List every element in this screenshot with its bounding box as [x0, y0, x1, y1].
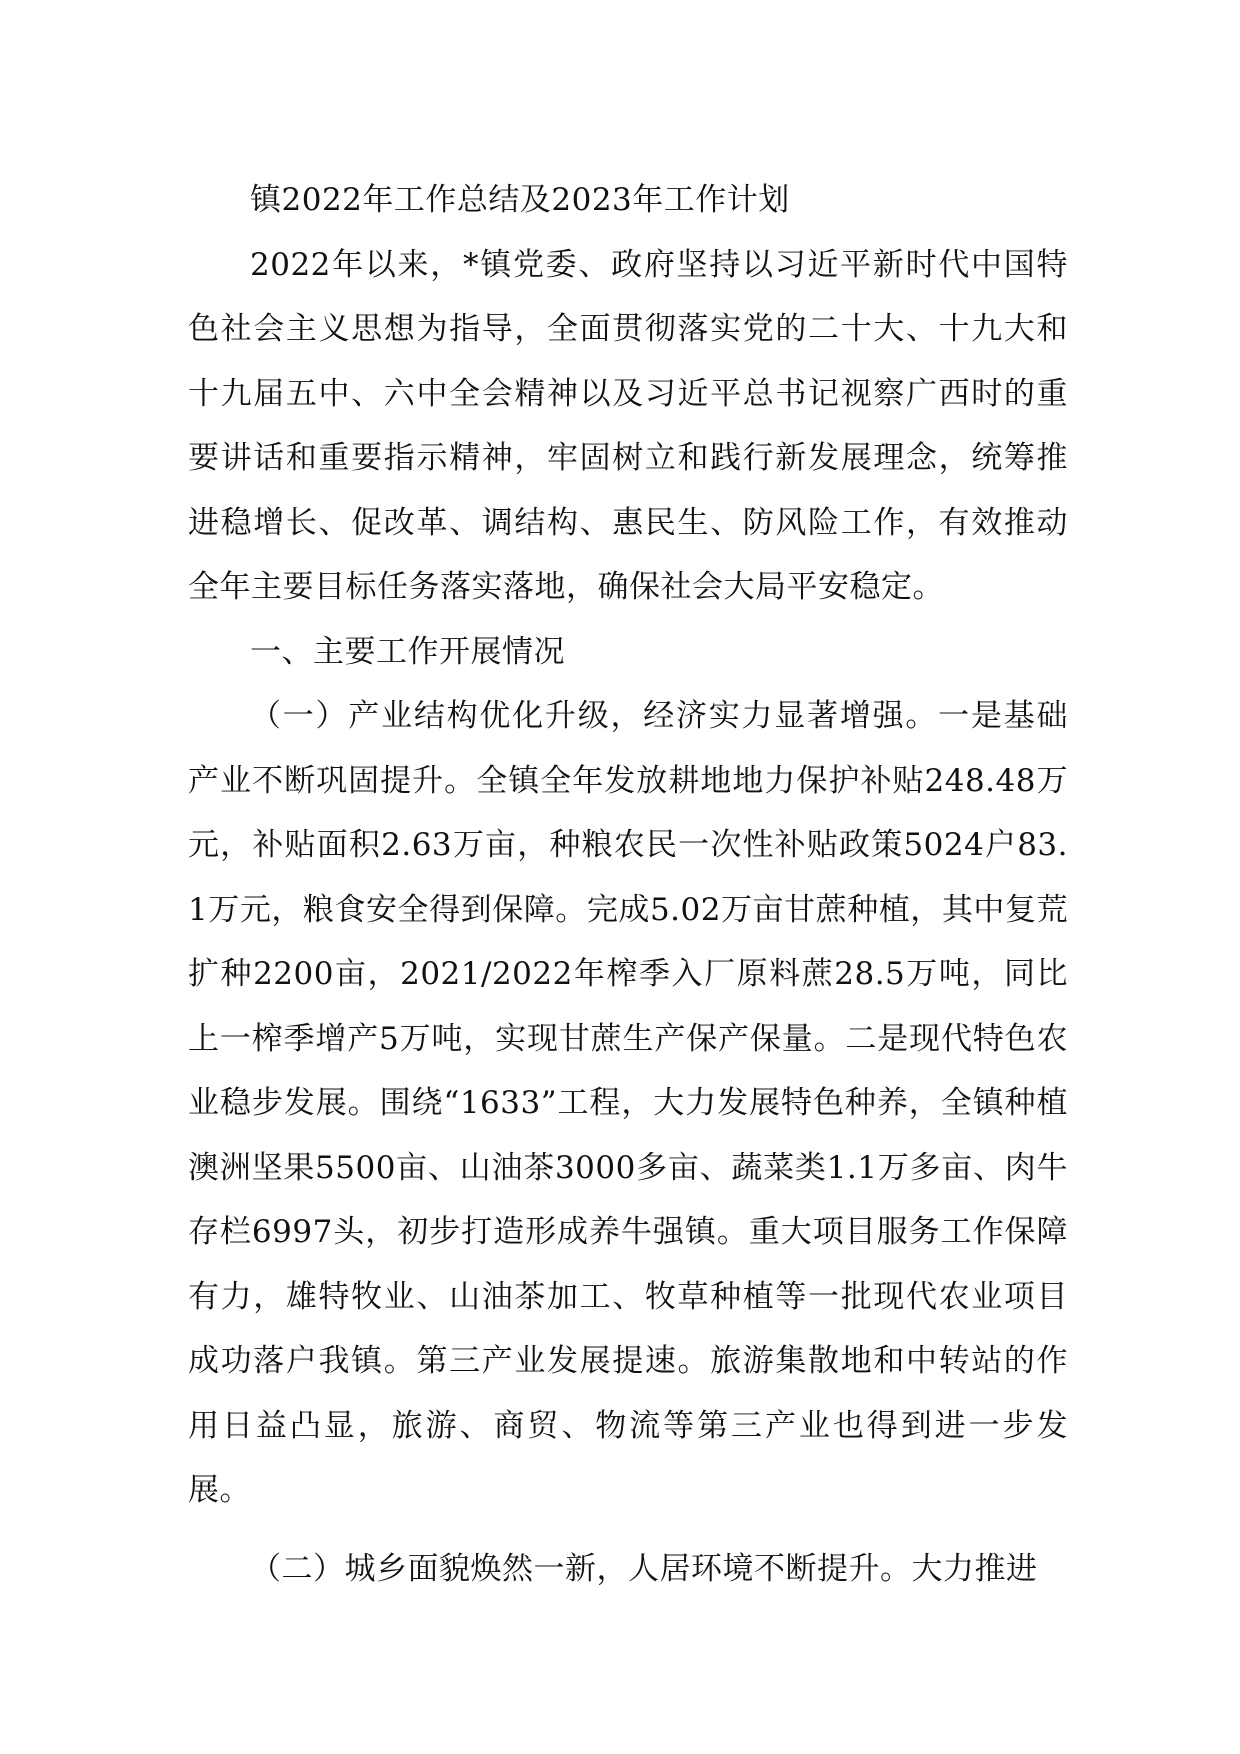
intro-paragraph: 2022年以来，*镇党委、政府坚持以习近平新时代中国特色社会主义思想为指导，全面贯彻落实党的二十大、十九大和十九届五中、六中全会精神以及习近平总书记视察广西时的重要讲话和重要指示精神，牢固树立和践行新发展理念，统筹推进稳增长、促改革、调结构、惠民生、防风险工作，有效推动全年主要目标任务落实落地，确保社会大局平安稳定。: [188, 246, 1068, 605]
paragraph-urban-rural: （二）城乡面貌焕然一新，人居环境不断提升。大力推进: [250, 1550, 1038, 1587]
document-title: 镇2022年工作总结及2023年工作计划: [250, 182, 790, 218]
section-heading: 一、主要工作开展情况: [250, 633, 565, 670]
document-body: [188, 168, 1068, 1601]
paragraph-industry: （一）产业结构优化升级，经济实力显著增强。一是基础产业不断巩固提升。全镇全年发放耕地地力保护补贴248.48万元，补贴面积2.63万亩，种粮农民一次性补贴政策5024户83.1万元，粮食安全得到保障。完成5.02万亩甘蔗种植，其中复荒扩种2200亩，2021/2022年榨季入厂原料蔗28.5万吨，同比上一榨季增产5万吨，实现甘蔗生产保产保量。二是现代特色农业稳步发展。围绕“1633”工程，大力发展特色种养，全镇种植澳洲坚果5500亩、山油茶3000多亩、蔬菜类1.1万多亩、肉牛存栏6997头，初步打造形成养牛强镇。重大项目服务工作保障有力，雄特牧业、山油茶加工、牧草种植等一批现代农业项目成功落户我镇。第三产业发展提速。旅游集散地和中转站的作用日益凸显，旅游、商贸、物流等第三产业也得到进一步发展。: [188, 698, 1068, 1508]
